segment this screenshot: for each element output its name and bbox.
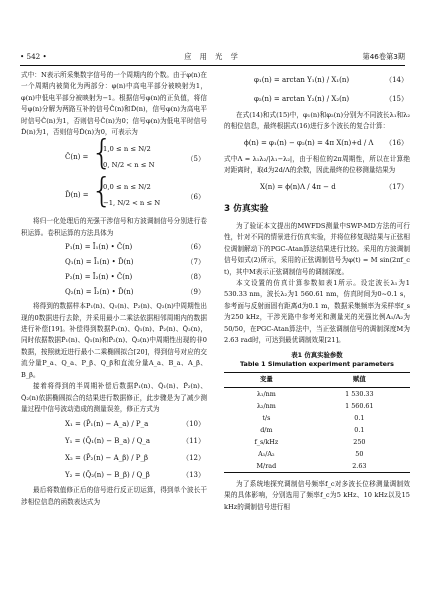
table-cell: A₁/A₂	[258, 449, 275, 458]
table-cell: 250	[353, 437, 366, 446]
paragraph: 为了验证本文提出的MWFDS测量中SWP-MD方法的可行性，针对不同的情景进行仿真实验，并将位移复现结果与正弦相位调制解动下的PGC-Atan算法结果进行比较。采用的方波调制信号如式(2)所示，采用的正弦调制信号为φ(t) = M sin(2πf_c t)，其中M表示正弦调制信号的调制深度。	[224, 222, 410, 276]
equation-phi2	[224, 91, 410, 108]
equation-phi1	[224, 72, 410, 89]
table-cell: t/s	[262, 413, 271, 422]
table-row	[224, 460, 410, 473]
equation-6: D̂(n) = { 0,0 ≤ n ≤ N/2 −1, N/2 < n ≤ N （6）	[65, 171, 205, 212]
paragraph: 将归一化处理后的光强干涉信号和方波调制信号分别进行卷积运算。卷积运算的方法具体为	[21, 217, 207, 237]
table-row	[224, 448, 410, 460]
equation-number: （6）	[186, 193, 205, 202]
paragraph: 本文设置的仿真计算参数如表1所示。设定波长λ₁为1 530.33 nm，波长λ₂为1 560.61 nm，仿真时间为0~0.1 s，参考面与反射面固有距离d为0.1 m，数据采集频率为采样率f_s为250 kHz，干涉光路中参考光和测量光的光强比例A₁/A₂为50/50，在PGC-Atan算法中，当正弦调制信号的调制深度M为2.63 rad时，可达到最优调制效果[21]。	[224, 279, 410, 345]
paragraph: 式中Λ = λ₁λ₂/|λ₁−λ₂|，由于相位的2π周期性，所以在计算绝对距离时，取d为2d/Λ的余数，因此最终的位移测量结果为	[224, 154, 410, 175]
table-caption-en: Table 1 Simulation experiment parameters	[240, 359, 394, 368]
equation-8	[21, 256, 207, 269]
paragraph: 接着将得到的半周期补偿后数据P̂₁(n)、Q̂₁(n)、P̂₂(n)、Q̂₂(n)依据椭圆拟合的结果进行数据修正，此步骤是为了减少测量过程中信号波动造成的测量误差，修正方式为	[21, 382, 207, 413]
equation-body: Y₁ = (Q̂₁(n) − B_a) / Q_a	[65, 437, 151, 446]
table-cell: λ₁/nm	[256, 389, 276, 398]
equation-body: Q₁(n) = Ī₁(n) • D̂(n)	[65, 258, 134, 267]
paragraph: 最后将数值修正后的信号进行反正切运算，得到单个波长干涉相位信息的函数表达式为	[21, 486, 207, 506]
equation-number: （7）	[186, 258, 205, 267]
table-cell: 2.63	[309, 460, 410, 473]
equation-body: X₂ = (P̂₂(n) − A_β) / P_β	[65, 454, 149, 463]
table-cell: d/m	[260, 425, 273, 434]
equation-12	[21, 434, 207, 449]
paragraph: 式中：N表示所采集数字信号的一个周期内的个数。由于φ(n)在一个周期内被简化为两部分：φ(n)中高电平部分被映射为1，φ(n)中低电平部分被映射为−1。根据信号φ(n)的正负值，将信号φ(n)分解为两路互补的信号Ĉ(n)和D̂(n)，信号φ(n)为高电平时信号Ĉ(n)为1，否则信号Ĉ(n)为0；信号φ(n)为低电平时信号D̂(n)为1，否则信号D̂(n)为0，可表示为	[21, 71, 207, 137]
equation-number: （5）	[186, 155, 205, 164]
equation-number: （11）	[182, 437, 205, 446]
equation-number: （6）	[186, 243, 205, 252]
equation-number: （13）	[182, 471, 205, 480]
paragraph: 在式(14)和式(15)中，φ₁(n)和φ₂(n)分别为不同波长λ₁和λ₂的相位信息，最终根据式(16)进行多个波长的复合计算：	[224, 111, 410, 131]
equation-body: ϕ(n) = φ₁(n) − φ₂(n) = 4π X(n)+d / Λ	[244, 138, 374, 147]
equation-case: 1,0 ≤ n ≤ N/2	[103, 145, 151, 154]
parameters-table	[224, 372, 410, 473]
page-number: • 542 •	[20, 52, 47, 61]
equation-10	[21, 286, 207, 299]
section-title: 3 仿真实验	[224, 203, 269, 214]
table-row	[224, 412, 410, 424]
table-cell: M/rad	[224, 460, 309, 473]
equation-composite-phase	[224, 135, 410, 152]
equation-number: （15）	[385, 95, 408, 103]
table-cell: 0.1	[354, 425, 365, 434]
equation-body: φ₁(n) = arctan Y₁(n) / X₁(n)	[254, 76, 350, 84]
column-header: 变量	[224, 372, 309, 387]
equation-case: −1, N/2 < n ≤ N	[103, 199, 161, 208]
table-cell: f_s/kHz	[254, 437, 279, 446]
equation-number: （8）	[186, 273, 205, 282]
equation-number: （12）	[182, 454, 205, 463]
table-cell: 50	[355, 449, 364, 458]
equation-body: P₁(n) = Ī₁(n) • Ĉ(n)	[65, 243, 133, 252]
equation-body: Q₂(n) = Ī₂(n) • D̂(n)	[65, 288, 134, 297]
equation-lhs: Ĉ(n) =	[65, 153, 89, 162]
running-header	[20, 52, 405, 64]
equation-body: P₂(n) = Ī₂(n) • Ĉ(n)	[65, 273, 133, 282]
equation-5: Ĉ(n) = { 1,0 ≤ n ≤ N/2 0, N/2 < n ≤ N （5）	[65, 133, 205, 174]
equation-body: X(n) = ϕ(n)Λ / 4π − d	[260, 182, 336, 191]
journal-name: 应 用 光 学	[184, 52, 241, 61]
equation-13	[21, 451, 207, 466]
equation-displacement	[224, 179, 410, 196]
table-row	[224, 424, 410, 436]
equation-number: （16）	[385, 138, 408, 147]
equation-case: 0, N/2 < n ≤ N	[103, 161, 155, 170]
column-header: 赋值	[309, 372, 410, 387]
paragraph: 将得到的数据样本P₁(n)、Q₁(n)、P₂(n)、Q₂(n)中周期性出现的0数据进行去除，并采用最小二乘法依据相邻周期内的数据进行补偿[19]。补偿得到数据P̂₁(n)、Q̂₁(n)、P̂₂(n)、Q̂₂(n)，同时依据数据P̂₁(n)、Q̂₁(n)和P̂₂(n)、Q̂₂(n)中周期性出现的非0数据，按照就近进行最小二乘椭圆拟合[20]，得到信号对应的交流分量P_a、Q_a、P_β、Q_β和直流分量A_a、B_a、A_β、B_β。	[21, 302, 207, 379]
table-row	[224, 400, 410, 412]
header-rule	[20, 65, 405, 66]
equation-number: （9）	[186, 288, 205, 297]
table-cell: λ₂/nm	[256, 401, 276, 410]
equation-number: （17）	[385, 182, 408, 191]
table-cell: 1 560.61	[345, 401, 374, 410]
equation-14	[21, 468, 207, 483]
table-row	[224, 436, 410, 448]
table-cell: 0.1	[354, 413, 365, 422]
equation-body: X₁ = (P̂₁(n) − A_a) / P_a	[65, 420, 149, 429]
equation-number: （14）	[385, 76, 408, 84]
equation-case: 0,0 ≤ n ≤ N/2	[103, 183, 151, 192]
left-column	[21, 70, 207, 508]
table-header-row	[224, 372, 410, 387]
table-cell: 1 530.33	[345, 389, 374, 398]
equation-7	[21, 241, 207, 254]
equation-body: φ₂(n) = arctan Y₂(n) / X₂(n)	[254, 95, 350, 103]
equation-11	[21, 417, 207, 432]
volume-issue: 第46卷第3期	[362, 52, 405, 61]
equation-number: （10）	[182, 420, 205, 429]
table-row	[224, 387, 410, 400]
table-caption-cn: 表1 仿真实验参数	[291, 350, 343, 359]
equation-body: Y₂ = (Q̂₂(n) − B_β) / Q_β	[65, 471, 150, 480]
right-column	[224, 70, 410, 513]
equation-9	[21, 271, 207, 284]
equation-lhs: D̂(n) =	[65, 191, 89, 200]
paragraph: 为了系统地探究调制信号频率f_c对多波长位移测量调制效果的具体影响，分别选用了频率f_c为5 kHz、10 kHz以及15 kHz的调制信号进行相	[224, 479, 410, 511]
